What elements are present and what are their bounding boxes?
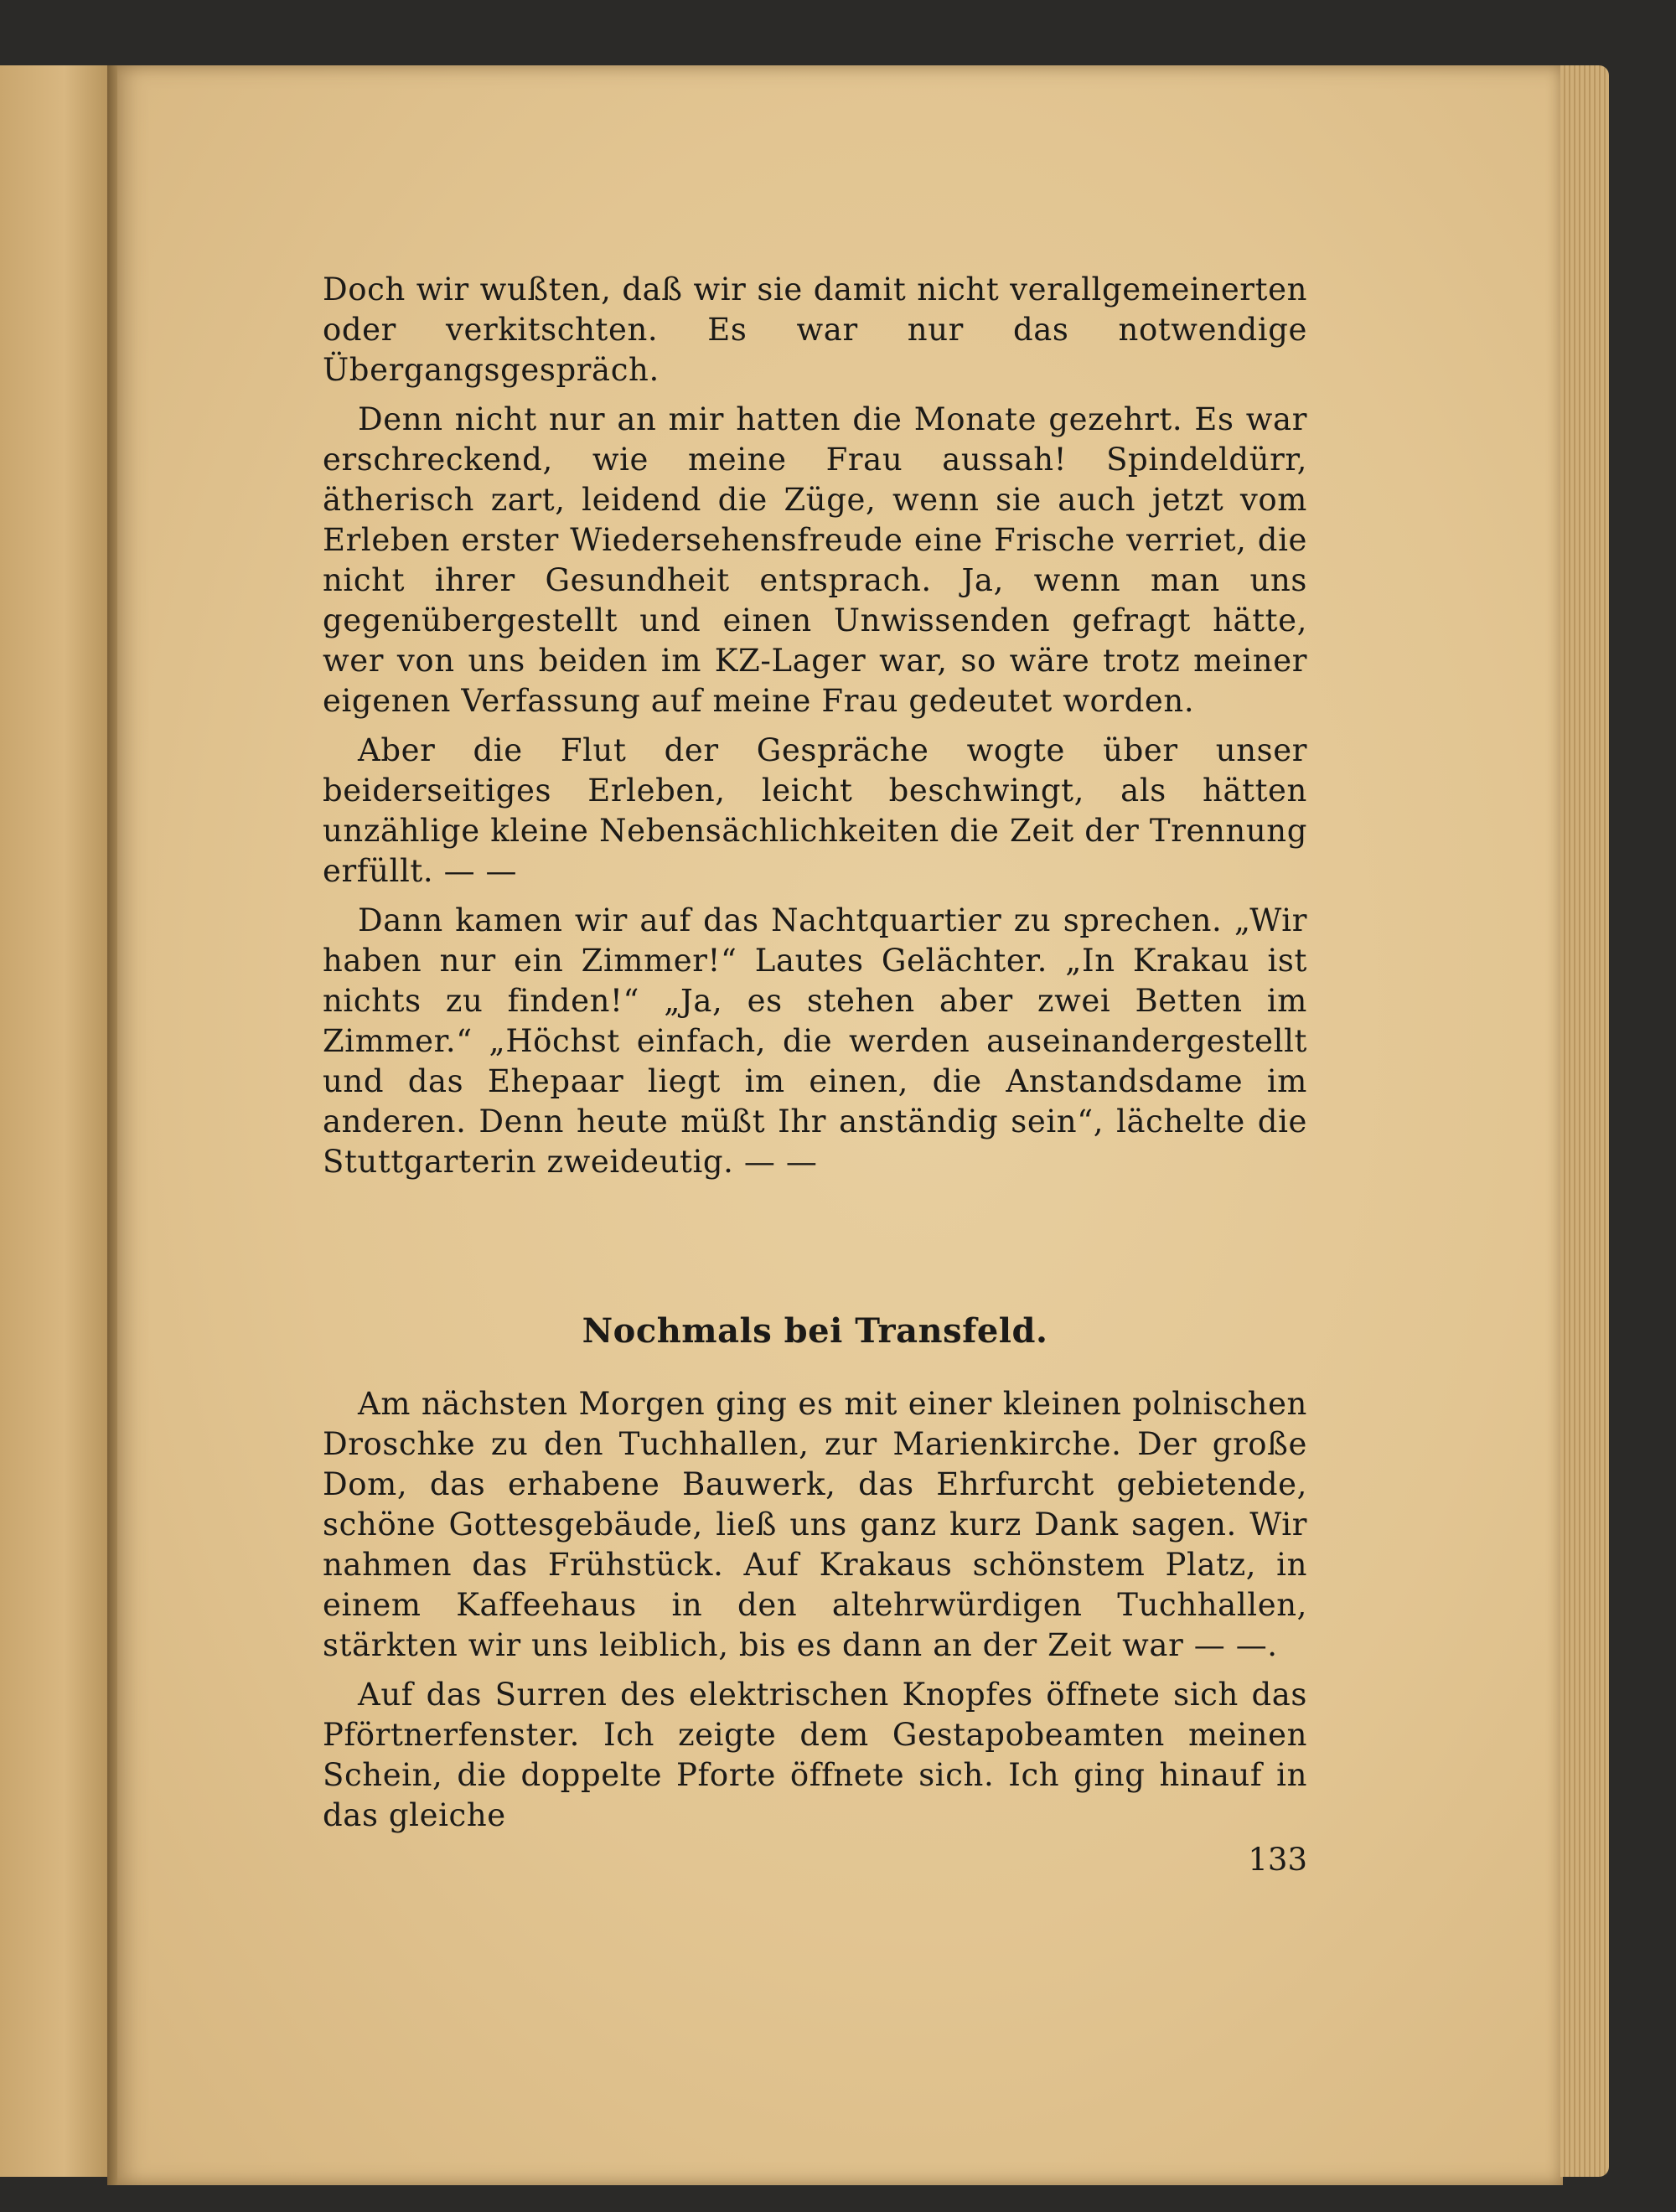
page-stack-edges: [1560, 65, 1609, 2177]
paragraph-4: Dann kamen wir auf das Nachtquartier zu sprechen. „Wir haben nur ein Zimmer!“ Lautes Gelächter. „In Krakau ist nichts zu finden!“ „Ja, es stehen aber zwei Betten im Zimmer.“ „Höchst einfach, die werden auseinandergestellt und das Ehepaar liegt im einen, die Anstandsdame im anderen. Denn heute müßt Ihr anständig sein“, lächelte die Stuttgarterin zweideutig. — —: [323, 902, 1307, 1180]
chapter-title: Nochmals bei Transfeld.: [582, 1311, 1048, 1351]
paragraph-1: Doch wir wußten, daß wir sie damit nicht verallgemeinerten oder verkitschten. Es war nur das notwendige Übergangsgespräch.: [323, 271, 1307, 388]
lower-text-block: [323, 1384, 1307, 1845]
page-number: 133: [1248, 1842, 1307, 1878]
left-page-edge: [0, 65, 107, 2177]
paragraph-6: Auf das Surren des elektrischen Knopfes öffnete sich das Pförtnerfenster. Ich zeigte dem Gestapobeamten meinen Schein, die doppelte Pforte öffnete sich. Ich ging hinauf in das gleiche: [323, 1677, 1307, 1833]
paragraph-2: Denn nicht nur an mir hatten die Monate gezehrt. Es war erschreckend, wie meine Frau aussah! Spindeldürr, ätherisch zart, leidend die Züge, wenn sie auch jetzt vom Erleben erster Wiedersehensfreude eine Frische verriet, die nicht ihrer Gesundheit entsprach. Ja, wenn man uns gegenübergestellt und einen Unwissenden gefragt hätte, wer von uns beiden im KZ-Lager war, so wäre trotz meiner eigenen Verfassung auf meine Frau gedeutet worden.: [323, 401, 1307, 719]
paragraph-3: Aber die Flut der Gespräche wogte über unser beiderseitiges Erleben, leicht beschwingt, als hätten unzählige kleine Nebensächlichkeiten die Zeit der Trennung erfüllt. — —: [323, 732, 1307, 889]
paragraph-5: Am nächsten Morgen ging es mit einer kleinen polnischen Droschke zu den Tuchhallen, zur Marienkirche. Der große Dom, das erhabene Bauwerk, das Ehrfurcht gebietende, schöne Gottesgebäude, ließ uns ganz kurz Dank sagen. Wir nahmen das Frühstück. Auf Krakaus schönstem Platz, in einem Kaffeehaus in den altehrwürdigen Tuchhallen, stärkten wir uns leiblich, bis es dann an der Zeit war — —.: [323, 1386, 1307, 1663]
upper-text-block: [323, 270, 1307, 1191]
